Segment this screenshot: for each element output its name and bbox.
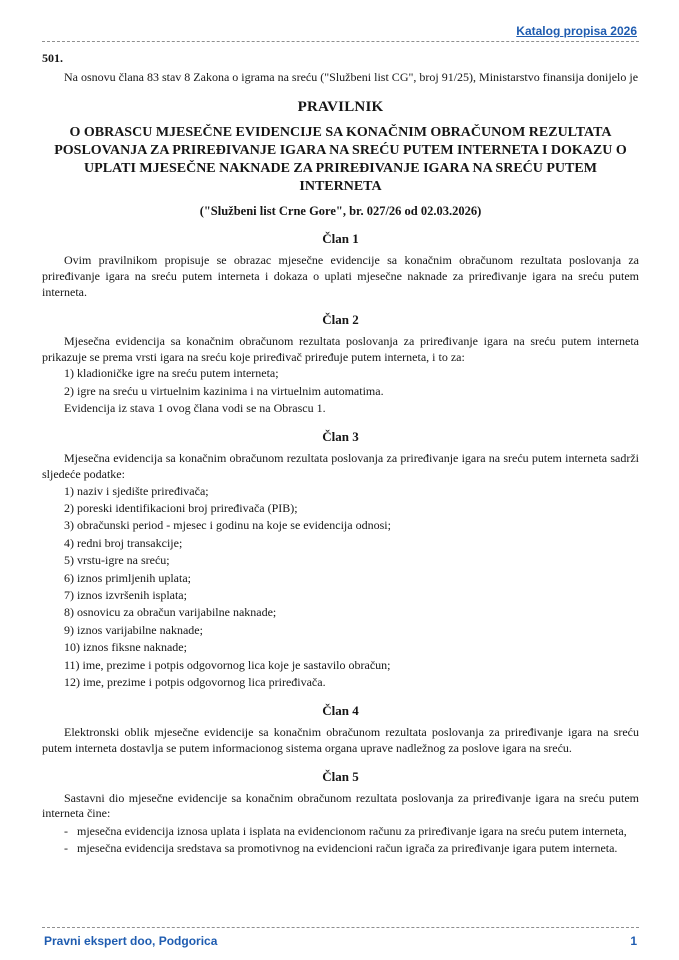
- preamble: Na osnovu člana 83 stav 8 Zakona o igrama na sreću ("Službeni list CG", broj 91/25), Ministarstvo finansija donijelo je: [64, 70, 639, 84]
- article-3-heading: Član 3: [322, 429, 359, 445]
- article-3: [42, 429, 639, 691]
- document-body: [42, 42, 639, 857]
- article-3-item: 1) naziv i sjedište priređivača;: [64, 483, 209, 498]
- dash-bullet: -: [64, 823, 68, 838]
- article-5-intro: Sastavni dio mjesečne evidencije sa konačnim obračunom rezultata poslovanja za priređivanje igara na sreću putem interneta čine:: [42, 790, 639, 821]
- article-5-heading: Član 5: [322, 768, 359, 784]
- article-3-item: 3) obračunski period - mjesec i godinu na koje se evidencija odnosi;: [64, 518, 391, 533]
- publisher-name: Pravni ekspert doo, Podgorica: [44, 934, 218, 948]
- article-3-item: 4) redni broj transakcije;: [64, 535, 183, 550]
- gazette-reference: ("Službeni list Crne Gore", br. 027/26 od 02.03.2026): [199, 204, 482, 219]
- article-3-item: 9) iznos varijabilne naknade;: [64, 622, 203, 637]
- page-header: [42, 24, 639, 42]
- article-3-intro: Mjesečna evidencija sa konačnim obračunom rezultata poslovanja za priređivanje igara na sreću putem interneta sadrži sljedeće podatke:: [42, 451, 639, 482]
- article-5-item: [42, 841, 639, 857]
- article-3-item: 2) poreski identifikacioni broj priređivača (PIB);: [64, 501, 298, 516]
- article-2-intro: Mjesečna evidencija sa konačnim obračunom rezultata poslovanja za priređivanje igara na sreću putem interneta prikazuje se prema vrsti igara na sreću koje priređivač priređuje putem interneta, i to za:: [42, 334, 639, 364]
- article-3-item: 5) vrstu-igre na sreću;: [64, 553, 170, 568]
- article-3-item: 11) ime, prezime i potpis odgovornog lica koje je sastavilo obračun;: [64, 657, 391, 672]
- page-footer: [42, 924, 639, 948]
- page-number: 1: [630, 934, 637, 948]
- article-1-heading: Član 1: [322, 231, 359, 247]
- article-2-outro: Evidencija iz stava 1 ovog člana vodi se na Obrascu 1.: [64, 401, 326, 416]
- act-number: 501.: [42, 51, 63, 65]
- article-3-item: 6) iznos primljenih uplata;: [64, 570, 191, 585]
- article-5: [42, 769, 639, 857]
- article-3-item: 12) ime, prezime i potpis odgovornog lica priređivača.: [64, 674, 326, 689]
- article-4-text: Elektronski oblik mjesečne evidencije sa konačnim obračunom rezultata poslovanja za priređivanje igara na sreću putem interneta dostavlja se putem informacionog sistema organa uprave nadležnog za poslove igara na sreću.: [42, 725, 639, 755]
- catalog-title: Katalog propisa 2026: [516, 24, 637, 38]
- article-3-item: 8) osnovicu za obračun varijabilne naknade;: [64, 605, 277, 620]
- act-subtitle: O OBRASCU MJESEČNE EVIDENCIJE SA KONAČNIM OBRAČUNOM REZULTATA POSLOVANJA ZA PRIREĐIVANJE IGARA NA SREĆU PUTEM INTERNETA I DOKAZU O UPLATI MJESEČNE NAKNADE ZA PRIREĐIVANJE IGARA NA SREĆU PUTEM INTERNETA: [54, 124, 627, 195]
- article-1: [42, 231, 639, 300]
- article-1-text: Ovim pravilnikom propisuje se obrazac mjesečne evidencije sa konačnim obračunom rezultata poslovanja za priređivanje igara na sreću putem interneta i dokaza o uplati mjesečne naknade za priređivanje igara na sreću putem interneta.: [42, 253, 639, 299]
- article-4-heading: Član 4: [322, 703, 359, 719]
- article-5-item-text: mjesečna evidencija iznosa uplata i isplata na evidencionom računu za priređivanje igara na sreću putem interneta,: [77, 823, 627, 838]
- article-3-item: 7) iznos izvršenih isplata;: [64, 588, 187, 603]
- article-3-item: 10) iznos fiksne naknade;: [64, 640, 187, 655]
- article-5-item: [42, 824, 639, 840]
- article-2-item: 1) kladioničke igre na sreću putem interneta;: [64, 366, 279, 381]
- article-5-item-text: mjesečna evidencija sredstava sa promotivnog na evidencioni račun igrača za priređivanje igara putem interneta.: [77, 841, 618, 856]
- act-title: PRAVILNIK: [297, 98, 384, 115]
- article-4: [42, 703, 639, 756]
- article-2: [42, 312, 639, 417]
- article-2-heading: Član 2: [322, 312, 359, 328]
- article-2-item: 2) igre na sreću u virtuelnim kazinima i na virtuelnim automatima.: [64, 383, 384, 398]
- dash-bullet: -: [64, 841, 68, 856]
